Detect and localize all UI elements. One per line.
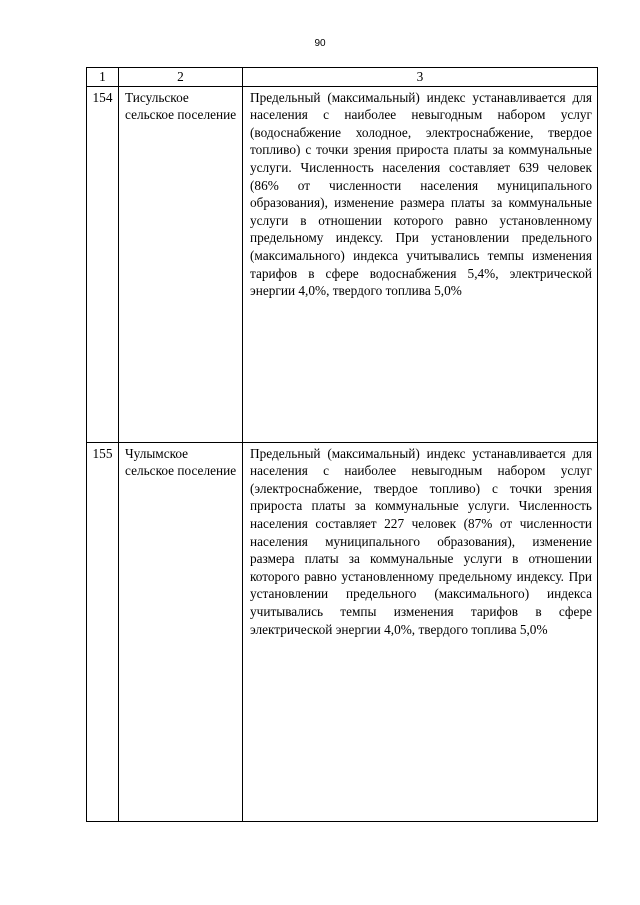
row-number: 155 (87, 442, 119, 821)
table-row (87, 86, 598, 442)
table-row (87, 442, 598, 821)
table-header-row (87, 68, 598, 87)
settlement-name: Тисульское сельское поселение (119, 86, 243, 442)
row-number: 154 (87, 86, 119, 442)
header-cell-3: 3 (243, 68, 598, 87)
municipality-index-table (86, 67, 598, 822)
index-description: Предельный (максимальный) индекс устанавливается для населения с наиболее невыгодным набором услуг (водоснабжение холодное, электроснабжение, твердое топливо) с точки зрения прироста платы за коммунальные услуги. Численность населения составляет 639 человек (86% от численности населения муниципального образования), изменение размера платы за коммунальные услуги в отношении которого равно установленному предельному индексу. При установлении предельного (максимального) индекса учитывались темпы изменения тарифов в сфере водоснабжения 5,4%, электрической энергии 4,0%, твердого топлива 5,0% (243, 86, 598, 442)
page-number: 90 (314, 38, 326, 49)
header-cell-2: 2 (119, 68, 243, 87)
index-description: Предельный (максимальный) индекс устанавливается для населения с наиболее невыгодным набором услуг (электроснабжение, твердое топливо) с точки зрения прироста платы за коммунальные услуги. Численность населения составляет 227 человек (87% от численности населения муниципального образования), изменение размера платы за коммунальные услуги в отношении которого равно установленному предельному индексу. При установлении предельного (максимального) индекса учитывались темпы изменения тарифов в сфере электрической энергии 4,0%, твердого топлива 5,0% (243, 442, 598, 821)
settlement-name: Чулымское сельское поселение (119, 442, 243, 821)
header-cell-1: 1 (87, 68, 119, 87)
